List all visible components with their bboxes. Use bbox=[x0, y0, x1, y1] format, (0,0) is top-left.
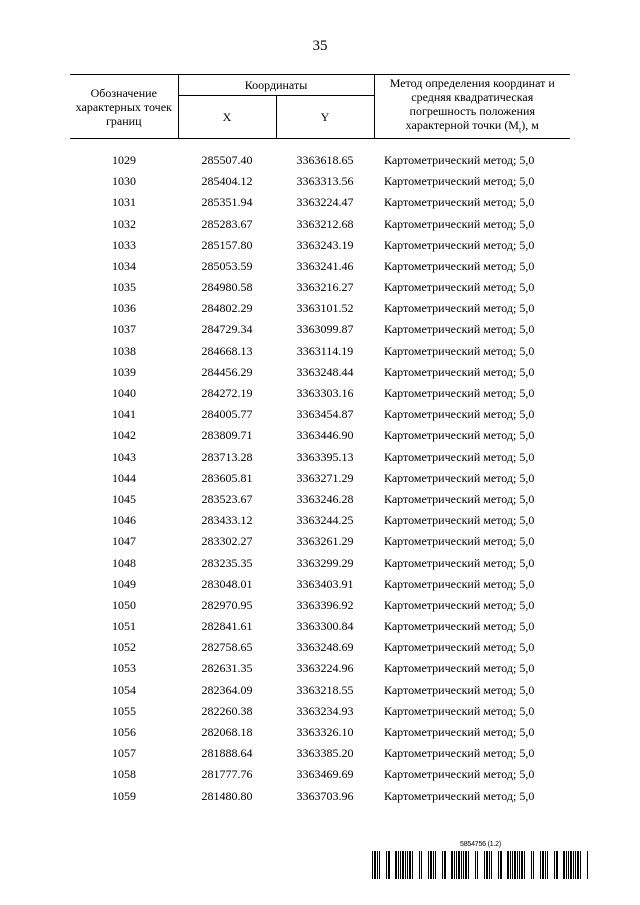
x-cell: 282841.61 bbox=[201, 619, 253, 634]
x-cell: 283809.71 bbox=[201, 428, 253, 443]
y-cell: 3363454.87 bbox=[296, 407, 354, 422]
y-cell: 3363234.93 bbox=[296, 703, 354, 718]
point-cell: 1040 bbox=[112, 386, 136, 401]
x-cell: 281480.80 bbox=[201, 788, 253, 803]
method-cell: Картометрический метод; 5,0 bbox=[384, 682, 535, 697]
header-method-unit: ), м bbox=[521, 118, 539, 132]
method-cell: Картометрический метод; 5,0 bbox=[384, 174, 535, 189]
table-header bbox=[70, 75, 570, 139]
method-cell: Картометрический метод; 5,0 bbox=[384, 280, 535, 295]
x-cell: 285351.94 bbox=[201, 195, 253, 210]
table-row bbox=[70, 700, 570, 721]
y-cell: 3363261.29 bbox=[296, 534, 354, 549]
table-row bbox=[70, 764, 570, 785]
y-cell: 3363446.90 bbox=[296, 428, 354, 443]
y-cell: 3363271.29 bbox=[296, 470, 354, 485]
table-row bbox=[70, 510, 570, 531]
point-cell: 1032 bbox=[112, 216, 136, 231]
y-cell: 3363326.10 bbox=[296, 725, 354, 740]
header-x: X bbox=[178, 96, 276, 139]
barcode-block bbox=[372, 841, 590, 881]
method-cell: Картометрический метод; 5,0 bbox=[384, 428, 535, 443]
point-cell: 1038 bbox=[112, 343, 136, 358]
x-cell: 283302.27 bbox=[201, 534, 253, 549]
y-cell: 3363099.87 bbox=[296, 322, 354, 337]
method-cell: Картометрический метод; 5,0 bbox=[384, 746, 535, 761]
barcode-label: 5854756 (1.2) bbox=[460, 841, 501, 848]
x-cell: 283235.35 bbox=[201, 555, 253, 570]
method-cell: Картометрический метод; 5,0 bbox=[384, 619, 535, 634]
point-cell: 1030 bbox=[112, 174, 136, 189]
table-row bbox=[70, 721, 570, 742]
point-cell: 1057 bbox=[112, 746, 136, 761]
method-cell: Картометрический метод; 5,0 bbox=[384, 364, 535, 379]
y-cell: 3363114.19 bbox=[296, 343, 354, 358]
x-cell: 282068.18 bbox=[201, 725, 253, 740]
table-row bbox=[70, 404, 570, 425]
y-cell: 3363248.44 bbox=[296, 364, 354, 379]
point-cell: 1037 bbox=[112, 322, 136, 337]
method-cell: Картометрический метод; 5,0 bbox=[384, 152, 535, 167]
method-cell: Картометрический метод; 5,0 bbox=[384, 407, 535, 422]
y-cell: 3363224.47 bbox=[296, 195, 354, 210]
y-cell: 3363212.68 bbox=[296, 216, 354, 231]
point-cell: 1052 bbox=[112, 640, 136, 655]
table-row bbox=[70, 298, 570, 319]
point-cell: 1045 bbox=[112, 491, 136, 506]
x-cell: 284272.19 bbox=[201, 386, 253, 401]
y-cell: 3363224.96 bbox=[296, 661, 354, 676]
method-cell: Картометрический метод; 5,0 bbox=[384, 258, 535, 273]
page-number: 35 bbox=[312, 38, 328, 54]
x-cell: 284456.29 bbox=[201, 364, 253, 379]
y-cell: 3363246.28 bbox=[296, 491, 354, 506]
y-cell: 3363703.96 bbox=[296, 788, 354, 803]
point-cell: 1036 bbox=[112, 301, 136, 316]
x-cell: 285507.40 bbox=[201, 152, 253, 167]
table-row bbox=[70, 594, 570, 615]
table-row bbox=[70, 340, 570, 361]
y-cell: 3363395.13 bbox=[296, 449, 354, 464]
point-cell: 1039 bbox=[112, 364, 136, 379]
x-cell: 283433.12 bbox=[201, 513, 253, 528]
method-cell: Картометрический метод; 5,0 bbox=[384, 640, 535, 655]
y-cell: 3363313.56 bbox=[296, 174, 354, 189]
point-cell: 1055 bbox=[112, 703, 136, 718]
method-cell: Картометрический метод; 5,0 bbox=[384, 534, 535, 549]
table-row bbox=[70, 785, 570, 806]
barcode-icon bbox=[372, 851, 590, 879]
y-cell: 3363469.69 bbox=[296, 767, 354, 782]
y-cell: 3363241.46 bbox=[296, 258, 354, 273]
table-row bbox=[70, 446, 570, 467]
x-cell: 282970.95 bbox=[201, 597, 253, 612]
point-cell: 1029 bbox=[112, 152, 136, 167]
x-cell: 282758.65 bbox=[201, 640, 253, 655]
table-row bbox=[70, 467, 570, 488]
method-cell: Картометрический метод; 5,0 bbox=[384, 725, 535, 740]
header-method bbox=[374, 75, 570, 139]
x-cell: 281888.64 bbox=[201, 746, 253, 761]
y-cell: 3363300.84 bbox=[296, 619, 354, 634]
point-cell: 1058 bbox=[112, 767, 136, 782]
point-cell: 1043 bbox=[112, 449, 136, 464]
point-cell: 1050 bbox=[112, 597, 136, 612]
x-cell: 285053.59 bbox=[201, 258, 253, 273]
table-body bbox=[70, 139, 570, 806]
table-row bbox=[70, 171, 570, 192]
table-row bbox=[70, 213, 570, 234]
point-cell: 1033 bbox=[112, 237, 136, 252]
x-cell: 284668.13 bbox=[201, 343, 253, 358]
point-cell: 1034 bbox=[112, 258, 136, 273]
method-cell: Картометрический метод; 5,0 bbox=[384, 513, 535, 528]
table-row bbox=[70, 552, 570, 573]
table-row bbox=[70, 425, 570, 446]
point-cell: 1053 bbox=[112, 661, 136, 676]
point-cell: 1048 bbox=[112, 555, 136, 570]
method-cell: Картометрический метод; 5,0 bbox=[384, 449, 535, 464]
y-cell: 3363244.25 bbox=[296, 513, 354, 528]
table-row bbox=[70, 277, 570, 298]
x-cell: 281777.76 bbox=[201, 767, 253, 782]
point-cell: 1042 bbox=[112, 428, 136, 443]
x-cell: 283605.81 bbox=[201, 470, 253, 485]
y-cell: 3363396.92 bbox=[296, 597, 354, 612]
point-cell: 1059 bbox=[112, 788, 136, 803]
method-cell: Картометрический метод; 5,0 bbox=[384, 470, 535, 485]
header-y: Y bbox=[276, 96, 374, 139]
table-row bbox=[70, 616, 570, 637]
method-cell: Картометрический метод; 5,0 bbox=[384, 491, 535, 506]
table-row bbox=[70, 319, 570, 340]
x-cell: 284980.58 bbox=[201, 280, 253, 295]
method-cell: Картометрический метод; 5,0 bbox=[384, 788, 535, 803]
x-cell: 284802.29 bbox=[201, 301, 253, 316]
table-row bbox=[70, 488, 570, 509]
method-cell: Картометрический метод; 5,0 bbox=[384, 322, 535, 337]
y-cell: 3363385.20 bbox=[296, 746, 354, 761]
method-cell: Картометрический метод; 5,0 bbox=[384, 767, 535, 782]
method-cell: Картометрический метод; 5,0 bbox=[384, 301, 535, 316]
point-cell: 1054 bbox=[112, 682, 136, 697]
table-row bbox=[70, 382, 570, 403]
point-cell: 1047 bbox=[112, 534, 136, 549]
point-cell: 1044 bbox=[112, 470, 136, 485]
method-cell: Картометрический метод; 5,0 bbox=[384, 343, 535, 358]
table-row bbox=[70, 573, 570, 594]
table-row bbox=[70, 658, 570, 679]
x-cell: 284005.77 bbox=[201, 407, 253, 422]
table-row bbox=[70, 743, 570, 764]
table-row bbox=[70, 139, 570, 171]
table-row bbox=[70, 255, 570, 276]
y-cell: 3363618.65 bbox=[296, 152, 354, 167]
point-cell: 1046 bbox=[112, 513, 136, 528]
coordinates-table bbox=[70, 74, 570, 806]
table-row bbox=[70, 361, 570, 382]
x-cell: 285404.12 bbox=[201, 174, 253, 189]
header-method-text: Метод определения координат и средняя квадратическая погрешность положения характерной точки (M bbox=[389, 76, 555, 132]
point-cell: 1035 bbox=[112, 280, 136, 295]
header-method-subscript: t bbox=[518, 125, 522, 135]
x-cell: 285283.67 bbox=[201, 216, 253, 231]
method-cell: Картометрический метод; 5,0 bbox=[384, 576, 535, 591]
method-cell: Картометрический метод; 5,0 bbox=[384, 597, 535, 612]
x-cell: 285157.80 bbox=[201, 237, 253, 252]
y-cell: 3363216.27 bbox=[296, 280, 354, 295]
x-cell: 283048.01 bbox=[201, 576, 253, 591]
y-cell: 3363403.91 bbox=[296, 576, 354, 591]
table-row bbox=[70, 531, 570, 552]
x-cell: 283713.28 bbox=[201, 449, 253, 464]
method-cell: Картометрический метод; 5,0 bbox=[384, 555, 535, 570]
y-cell: 3363248.69 bbox=[296, 640, 354, 655]
method-cell: Картометрический метод; 5,0 bbox=[384, 661, 535, 676]
x-cell: 284729.34 bbox=[201, 322, 253, 337]
x-cell: 282631.35 bbox=[201, 661, 253, 676]
y-cell: 3363299.29 bbox=[296, 555, 354, 570]
header-point-designation: Обозначение характерных точек границ bbox=[70, 75, 178, 139]
method-cell: Картометрический метод; 5,0 bbox=[384, 195, 535, 210]
point-cell: 1031 bbox=[112, 195, 136, 210]
point-cell: 1051 bbox=[112, 619, 136, 634]
method-cell: Картометрический метод; 5,0 bbox=[384, 237, 535, 252]
table-row bbox=[70, 234, 570, 255]
y-cell: 3363101.52 bbox=[296, 301, 354, 316]
method-cell: Картометрический метод; 5,0 bbox=[384, 216, 535, 231]
x-cell: 282364.09 bbox=[201, 682, 253, 697]
x-cell: 283523.67 bbox=[201, 491, 253, 506]
y-cell: 3363303.16 bbox=[296, 386, 354, 401]
x-cell: 282260.38 bbox=[201, 703, 253, 718]
point-cell: 1049 bbox=[112, 576, 136, 591]
table-row bbox=[70, 679, 570, 700]
header-coordinates: Координаты bbox=[178, 75, 374, 96]
method-cell: Картометрический метод; 5,0 bbox=[384, 703, 535, 718]
table-row bbox=[70, 637, 570, 658]
y-cell: 3363243.19 bbox=[296, 237, 354, 252]
point-cell: 1041 bbox=[112, 407, 136, 422]
y-cell: 3363218.55 bbox=[296, 682, 354, 697]
table-row bbox=[70, 192, 570, 213]
method-cell: Картометрический метод; 5,0 bbox=[384, 386, 535, 401]
point-cell: 1056 bbox=[112, 725, 136, 740]
